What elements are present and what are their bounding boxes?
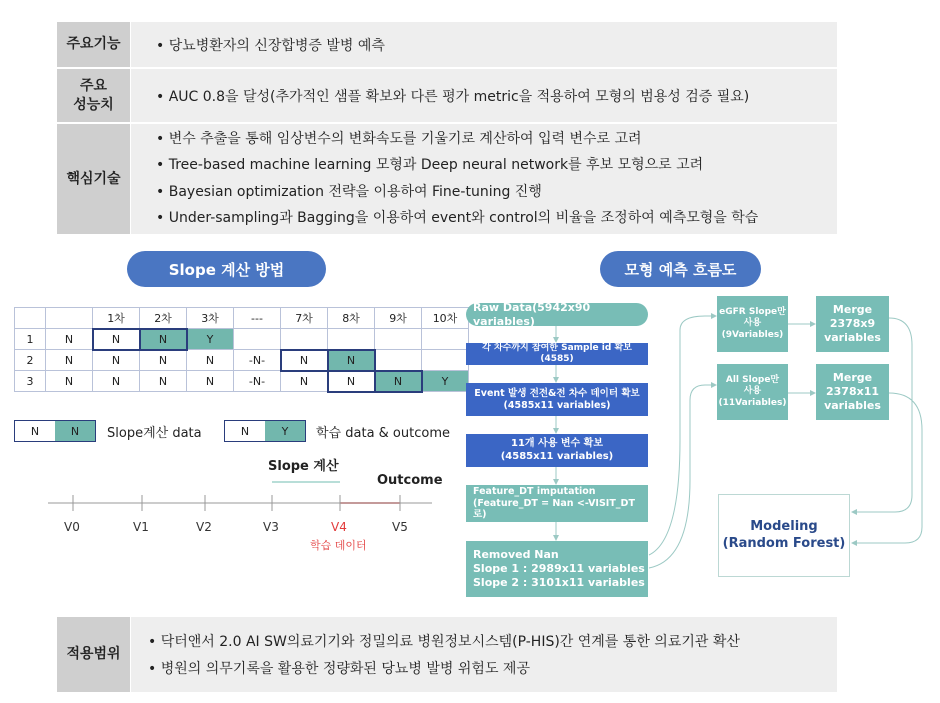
row-label-performance: 주요 성능치 [57,69,130,122]
outcome-label: Outcome [377,473,443,488]
connector [649,316,716,555]
grid-cell: N [187,350,234,371]
flow-step-removed-nan: Removed Nan Slope 1 : 2989x11 variables Slope 2 : 3101x11 variables [466,541,648,597]
scope-item: • 병원의 의무기록을 활용한 정량화된 당뇨병 발병 위험도 제공 [148,658,530,678]
grid-cell: Y [422,371,469,392]
merge-9-variables: Merge 2378x9 variables [816,296,889,352]
grid-cell: 7차 [281,308,328,329]
grid-cell: -N- [234,371,281,392]
grid-cell: 10차 [422,308,469,329]
tick-label: V0 [64,520,80,534]
branch-all-slope: All Slope만 사용 (11Variables) [717,364,788,420]
grid-cell: N [46,329,93,350]
grid-cell: N [140,371,187,392]
grid-cell: N [281,350,328,371]
flow-step-variables: 11개 사용 변수 확보 (4585x11 variables) [466,434,648,467]
grid-cell: N [93,371,140,392]
scope-content [131,617,837,692]
grid-cell: N [46,371,93,392]
grid-cell: N [93,329,140,350]
grid-cell: N [328,350,375,371]
slope-section-title: Slope 계산 방법 [127,251,326,287]
core-tech-item: • Tree-based machine learning 모형과 Deep neural network를 후보 모형으로 고려 [156,154,703,174]
row-label-function: 주요기능 [57,22,130,67]
grid-cell: --- [234,308,281,329]
core-tech-item: • 변수 추출을 통해 임상변수의 변화속도를 기울기로 계산하여 입력 변수로 고려 [156,128,642,148]
branch-egfr-slope: eGFR Slope만 사용 (9Variables) [717,296,788,352]
legend-cell: Y [265,421,305,441]
flow-step-event-data: Event 발생 전전&전 차수 데이터 확보 (4585x11 variables) [466,383,648,416]
grid-cell: 8차 [328,308,375,329]
legend-cell: N [240,424,250,438]
legend-learning-text: 학습 data & outcome [316,426,450,441]
tick-label: V2 [196,520,212,534]
grid-cell: N [46,350,93,371]
slope-calc-label: Slope 계산 [268,459,339,474]
grid-cell: 1 [15,329,46,350]
grid-cell: -N- [234,350,281,371]
modeling-box: Modeling (Random Forest) [718,494,850,577]
flow-step-raw-data: Raw Data(5942x90 variables) [466,303,648,326]
grid-cell: 2차 [140,308,187,329]
core-tech-item: • Bayesian optimization 전략을 이용하여 Fine-tuning 진행 [156,181,542,201]
grid-cell: N [93,350,140,371]
grid-cell: 2 [15,350,46,371]
legend-cell: N [30,424,40,438]
core-tech-item: • Under-sampling과 Bagging을 이용하여 event와 control의 비율을 조정하여 예측모형을 학습 [156,207,758,227]
flow-step-imputation: Feature_DT imputation (Feature_DT = Nan <-VISIT_DT로) [466,485,648,522]
grid-cell: N [140,350,187,371]
row-label-core-tech: 핵심기술 [57,124,130,234]
tick-label: V4 [331,520,347,534]
grid-cell: Y [187,329,234,350]
flow-step-sample-id: 각 차수까지 참여한 Sample id 확보(4585) [466,343,648,365]
tick-label: V5 [392,520,408,534]
legend-cell: N [55,421,95,441]
grid-cell: 3차 [187,308,234,329]
flow-section-title: 모형 예측 흐름도 [600,251,761,287]
performance-text: • AUC 0.8을 달성(추가적인 샘플 확보와 다른 평가 metric을 적용하여 모형의 범용성 검증 필요) [156,86,749,106]
merge-11-variables: Merge 2378x11 variables [816,364,889,420]
tick-label: V3 [263,520,279,534]
tick-label: V1 [133,520,149,534]
grid-cell: 9차 [375,308,422,329]
scope-item: • 닥터앤서 2.0 AI SW의료기기와 정밀의료 병원정보시스템(P-HIS)간 연계를 통한 의료기관 확산 [148,631,740,651]
grid-cell: 3 [15,371,46,392]
scope-label: 적용범위 [57,617,130,692]
legend-slope-text: Slope계산 data [107,426,202,441]
grid-cell: N [140,329,187,350]
grid-cell: 1차 [93,308,140,329]
grid-cell: N [281,371,328,392]
grid-cell: N [187,371,234,392]
grid-cell: N [375,371,422,392]
grid-cell: N [328,371,375,392]
connector [649,385,716,568]
function-text: • 당뇨병환자의 신장합병증 발병 예측 [156,35,385,55]
learning-data-label: 학습 데이터 [310,539,367,552]
